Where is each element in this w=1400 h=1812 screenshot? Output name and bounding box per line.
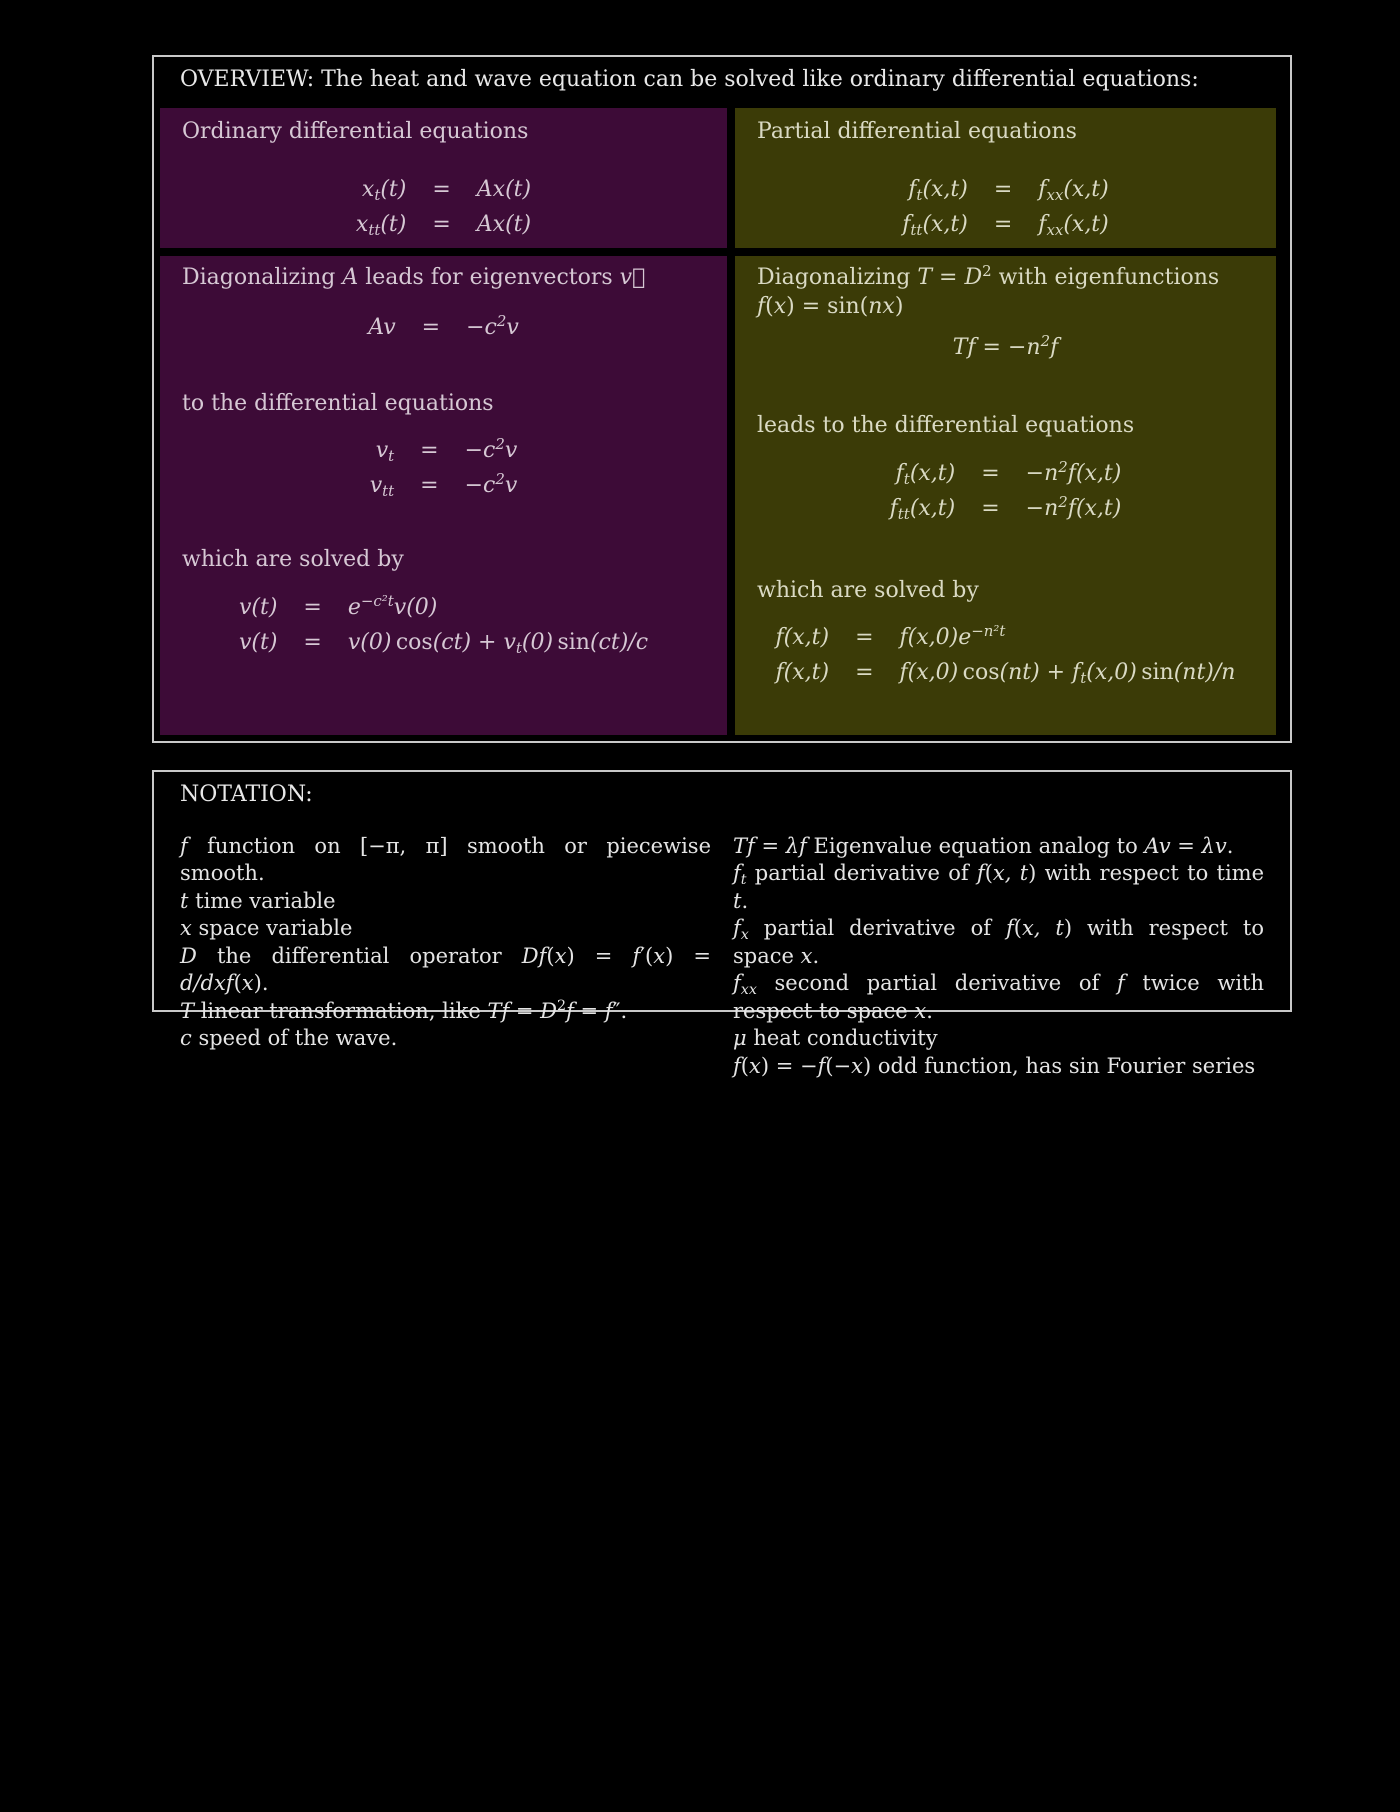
equation-lhs: v(t) <box>238 629 278 655</box>
ode-heading: Ordinary differential equations <box>182 119 529 144</box>
pde-detail-cell <box>735 256 1276 735</box>
equation-lhs: $f_{tt}(x,t)$ <box>902 211 968 239</box>
notation-entry: c speed of the wave. <box>180 1026 398 1050</box>
equation-lhs: $x_{tt}(t)$ <box>355 211 407 239</box>
notation-entry: $f_x$ partial derivative of f(x, t) with respect to space x. <box>733 916 1264 968</box>
pde-diagonalizing-heading: Diagonalizing $T = D^2$ with eigenfunctions f(x) = sin(nx) <box>757 261 1220 319</box>
comparison-table <box>160 108 1276 735</box>
equals-sign: = <box>421 314 441 340</box>
equation-rhs: $f_{xx}(x,t)$ <box>1038 176 1109 204</box>
pde-intro-cell <box>735 108 1276 248</box>
overview-panel <box>152 55 1292 743</box>
equation-rhs: $f(x,0)e^{-n^2t}$ <box>899 622 1006 651</box>
equation-lhs: $v_{tt}$ <box>369 473 395 501</box>
equals-sign: = <box>981 460 1000 486</box>
ode-intro-cell <box>160 108 727 248</box>
notation-right-column <box>733 833 1264 1081</box>
pde-solutions <box>757 622 1254 688</box>
notation-entry: t time variable <box>180 888 336 913</box>
equation-rhs: $-c^2v$ <box>464 469 518 499</box>
ode-leads-text: to the differential equations <box>182 390 494 416</box>
equation-lhs: $v_t$ <box>375 438 395 466</box>
notation-entry: $f_t$ partial derivative of f(x, t) with respect to time t. <box>733 861 1264 913</box>
equation-rhs: $-n^2f(x,t)$ <box>1025 457 1122 486</box>
notation-entry: μ heat conductivity <box>733 1026 938 1050</box>
notation-columns <box>154 809 1290 1081</box>
ode-equations <box>182 177 705 237</box>
notation-entry: $f_{xx}$ second partial derivative of f twice with respect to space x. <box>733 971 1265 1023</box>
equation-rhs: v(0) $\cos(ct) + v_t(0)$ sin(ct)/c <box>347 629 649 657</box>
pde-solved-text: which are solved by <box>757 577 979 603</box>
equation-lhs: v(t) <box>238 594 278 620</box>
notation-panel <box>152 770 1292 1078</box>
pde-leads-text: leads to the differential equations <box>757 413 1135 439</box>
notation-left-column <box>180 833 711 1081</box>
equation-rhs: $f_{xx}(x,t)$ <box>1038 211 1109 239</box>
equation-lhs: $f_t(x,t)$ <box>895 460 956 488</box>
equation-rhs: $-c^2v$ <box>464 434 518 464</box>
notation-entry: x space variable <box>180 916 353 940</box>
overview-title: OVERVIEW: The heat and wave equation can be solved like ordinary differential equations: <box>180 67 1199 92</box>
ode-detail-cell <box>160 256 727 735</box>
notation-entry: f(x) = −f(−x) odd function, has sin Fourier series <box>733 1053 1256 1078</box>
equals-sign: = <box>303 629 322 655</box>
notation-entry: f function on [−π, π] smooth or piecewise smooth. <box>180 833 711 885</box>
equals-sign: = <box>420 473 439 499</box>
equals-sign: = <box>981 495 1000 521</box>
ode-diff-equations <box>182 434 705 501</box>
equals-sign: = <box>855 660 874 686</box>
pde-equations <box>757 177 1254 237</box>
equation-rhs: Ax(t) <box>476 211 532 237</box>
equation-lhs: Av <box>368 314 396 340</box>
ode-diagonalizing-heading: Diagonalizing A leads for eigenvectors v⃗ <box>182 265 646 290</box>
equals-sign: = <box>432 211 451 237</box>
equation-rhs: $-n^2f(x,t)$ <box>1025 492 1122 521</box>
equals-sign: = <box>993 211 1013 237</box>
ode-solved-text: which are solved by <box>182 547 404 573</box>
notation-entry: Tf = λf Eigenvalue equation analog to Av = λv. <box>733 833 1234 858</box>
ode-eigen-equation <box>182 311 705 340</box>
pde-heading: Partial differential equations <box>757 119 1077 144</box>
equals-sign: = <box>303 594 322 620</box>
equals-sign: = <box>432 176 451 202</box>
equation-rhs: $e^{-c^2t}v(0)$ <box>347 591 438 620</box>
equation-lhs: f(x,t) <box>775 625 830 651</box>
equation-lhs: f(x,t) <box>775 660 830 686</box>
equation-lhs: $x_t(t)$ <box>361 176 407 204</box>
equation-lhs: $f_t(x,t)$ <box>908 176 968 204</box>
equation-rhs: $-c^2v$ <box>466 311 519 340</box>
ode-solutions <box>182 591 705 657</box>
equation-rhs: Ax(t) <box>476 176 532 202</box>
equals-sign: = <box>420 438 439 464</box>
equals-sign: = <box>993 176 1013 202</box>
equation-lhs: $f_{tt}(x,t)$ <box>889 495 956 523</box>
pde-diff-equations <box>757 457 1254 523</box>
equation-rhs: f(x,0) $\cos(nt) + f_t(x,0)$ sin(nt)/n <box>899 660 1236 688</box>
notation-title: NOTATION: <box>180 782 313 807</box>
notation-entry: D the differential operator Df(x) = f′(x) = d/dxf(x). <box>180 943 711 995</box>
pde-eigen-equation: $Tf = -n^2f$ <box>952 331 1059 361</box>
notation-entry: T linear transformation, like $Tf = D^2f = f''$. <box>180 997 628 1023</box>
equals-sign: = <box>855 625 874 651</box>
